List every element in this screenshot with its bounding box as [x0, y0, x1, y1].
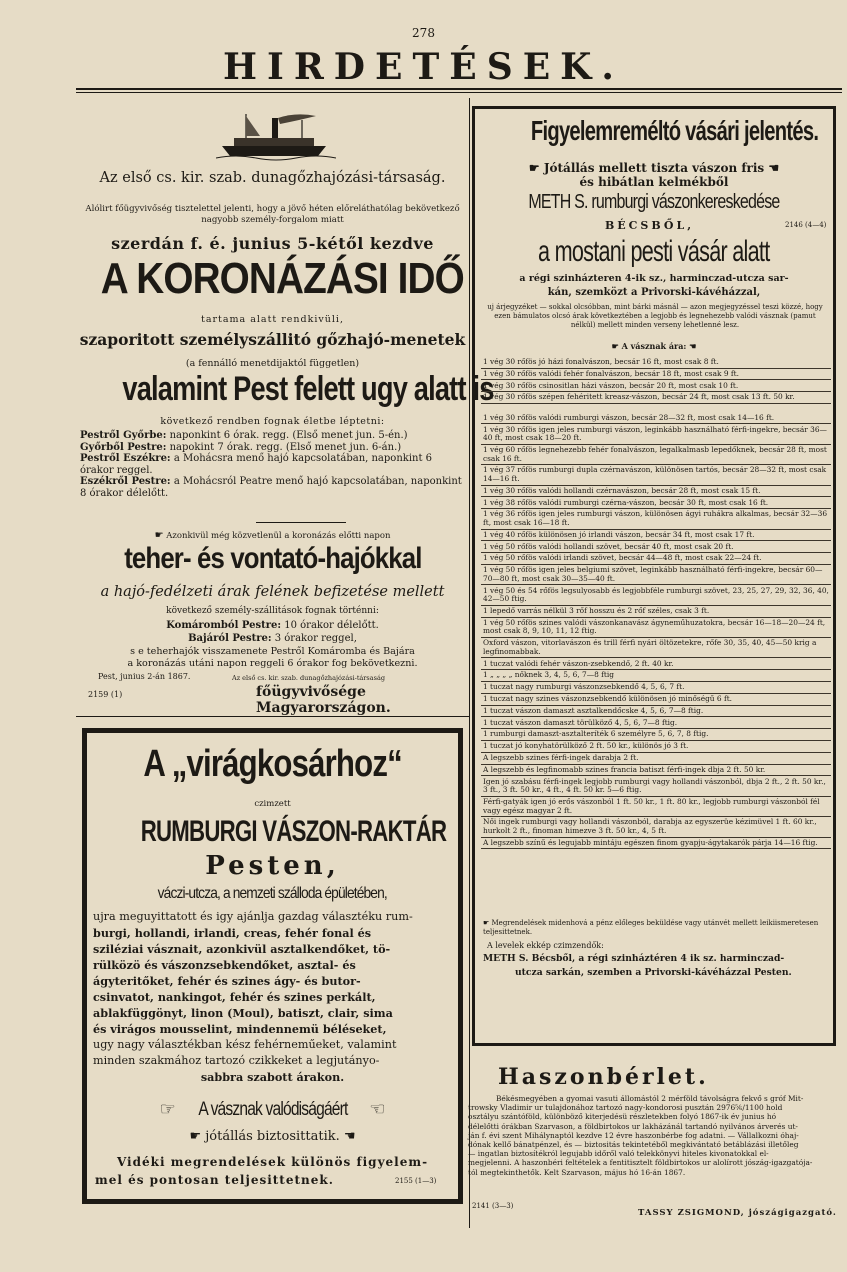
price-row: 1 vég 30 rőfös valódi hollandi czérnavászon, becsár 28 ft, most csak 15 ft.: [481, 486, 831, 498]
price-header: ☛ A vásznak ára: ☚: [611, 341, 697, 351]
fare-text: a hajó-fedélzeti árak felének befizetése mellett: [100, 584, 445, 600]
haszon-title: Haszonbérlet.: [498, 1064, 709, 1090]
price-row: 1 vég 30 rőfös csinositlan házi vászon, becsár 20 ft, most csak 10 ft.: [481, 381, 831, 393]
return-line-1: s e teherhajók visszamenete Pestről Komáromba és Bajára: [130, 646, 415, 657]
pointing-hand-left-icon: ☚: [689, 341, 697, 351]
intro-text: Alólirt főügyvivőség tisztelettel jelenti, hogy a jövő héten előreláthatólag bekövetkező nagyobb személy-forgalom miatt: [85, 204, 460, 225]
price-row: Igen jó szabásu férfi-ingek legjobb rumburgi vagy hollandi vászonból, dbja 2 ft., 2 ft. 50 kr., 3 ft., 3 ft. 50 kr., 4 ft., 4 ft. 50 kr. 5—6 ftig.: [481, 777, 831, 797]
company-name: Az első cs. kir. szab. dunagőzhajózási-társaság.: [99, 170, 446, 186]
price-row: 1 tuczat nagy rumburgi vászonzsebkendő 4, 5, 6, 7 ft.: [481, 682, 831, 694]
price-row: 1 vég 50 rőfös szines valódi vászonkanavász ágyneműhuzatokra, becsár 16—18—20—24 ft, most csak 8, 9, 10, 11, 12 ftig.: [481, 618, 831, 638]
firm-ref: 2146 (4—4): [785, 221, 827, 229]
right-description: uj árjegyzéket — sokkal olcsóbban, mint bárki másnál — azon megjegyzéssel teszi közzé, hogy ezen bámulatos olcsó árak következtében a legjobb és legnehezebb valódi vásznak (pamut nélkül) mellett minden verseny lehetlenné lesz.: [487, 303, 823, 329]
price-row: A legszebb szines férfi-ingek darabja 2 ft.: [481, 753, 831, 765]
steamship-advertisement: [76, 100, 494, 720]
masthead-title: HIRDETÉSEK.: [223, 46, 624, 88]
price-row: 1 vég 50 rőfös valódi hollandi szövet, becsár 40 ft, most csak 20 ft.: [481, 542, 831, 554]
section-divider: [256, 522, 346, 523]
price-row: 1 vég 30 rőfös valódi rumburgi vászon, becsár 28—32 ft, most csak 14—16 ft.: [481, 413, 831, 425]
virag-body-line: sabbra szabott árakon.: [200, 1070, 345, 1084]
place-date: Pest, junius 2-án 1867.: [98, 672, 191, 681]
headline-text: A KORONÁZÁSI IDŐ: [100, 254, 464, 303]
price-row: 1 vég 30 rőfös jó házi fonalvászon, becsár 16 ft, most csak 8 ft.: [481, 357, 831, 369]
independent-text: (a fennálló menetdijaktól független): [185, 358, 360, 369]
haszon-body-line: Békésmegyében a gyomai vasuti állomástól 2 mérföld távolságra fekvő s gróf Mit-: [496, 1094, 804, 1103]
pointing-hand-left-icon: ☚: [768, 161, 780, 175]
column-divider: [469, 98, 470, 1228]
haszon-body-line: trowsky Vladimir ur tulajdonához tartozó nagy-kondorosi pusztán 2976⅚/1100 hold: [468, 1103, 783, 1113]
pointing-hand-icon: ☞: [159, 1099, 176, 1120]
market-headline: a mostani pesti vásár alatt: [538, 235, 770, 268]
cargo-headline-text: teher- és vontató-hajókkal: [123, 542, 422, 575]
schedule-item: Pestről Győrbe: naponkint 6 órak. regg. (Első menet jun. 5-én.): [80, 430, 408, 441]
haszon-signer: TASSY ZSIGMOND, jószágigazgató.: [638, 1208, 837, 1218]
price-row: 1 vég 60 rőfös legnehezebb fehér fonalvászon, legalkalmasb lepedőknek, becsár 28 ft, most csak 16 ft.: [481, 445, 831, 465]
price-row: 1 tuczat vászon damaszt asztalkendőcske 4, 5, 6, 7—8 ftig.: [481, 706, 831, 718]
haszon-body-line: ján f. évi szent Mihálynaptól kezdve 12 évre haszonbérbe fog adatni. — Vállalkozni óhaj-: [468, 1130, 799, 1140]
pointing-hand-left-icon: ☚: [343, 1129, 356, 1144]
price-row: Oxford vászon, vitorlavászon és trill férfi nyári öltözetekre, rőfe 30, 35, 40, 45—50 krig a legfinomabbak.: [481, 638, 831, 658]
firm-city: BÉCSBŐL,: [605, 219, 695, 232]
besides-text: ☛ Azonkivül még közvetlenül a koronázás előtti napon: [154, 530, 391, 541]
return-line-2: a koronázás utáni napon reggeli 6 órakor fog bekövetkezni.: [127, 658, 418, 669]
virag-shop-name: RUMBURGI VÁSZON-RAKTÁR: [140, 815, 447, 848]
price-row: 1 tuczat nagy szines vászonzsebkendő különösen jó minőségű 6 ft.: [481, 694, 831, 706]
pest-above-line: [76, 370, 494, 409]
virag-authentic: ☞ A vásznak valódiságáért ☜: [159, 1099, 386, 1120]
virag-body-line: burgi, hollandi, irlandi, creas, fehér fonal és: [93, 926, 372, 940]
signer-small: Az első cs. kir. szab. dunagőzhajózási-társaság: [232, 674, 385, 682]
price-row: 1 tuczat jó konyhatörülköző 2 ft. 50 kr., különös jó 3 ft.: [481, 741, 831, 753]
steamship-illustration: [216, 110, 336, 162]
komarom-route: Komáromból Pestre: 10 órakor délelőtt.: [166, 620, 379, 631]
haszon-body: [468, 1094, 840, 1177]
steamers-line: szaporitott személyszállitó gőzhajó-menetek: [79, 330, 466, 349]
price-row: 1 vég 37 rőfös rumburgi dupla czérnavászon, különösen tartós, becsár 28—32 ft, most csak 14—16 ft.: [481, 465, 831, 485]
viragkosar-advertisement: [82, 728, 463, 1204]
signer: főügyvivősége Magyarországon.: [256, 684, 391, 716]
price-row: 1 vég 30 rőfös valódi fehér fonalvászon, becsár 18 ft, most csak 9 ft.: [481, 369, 831, 381]
firm-name: METH S. rumburgi vászonkereskedése: [528, 191, 780, 213]
date-line: szerdán f. é. junius 5-kétől kezdve: [111, 234, 434, 253]
virag-body-line: ujra meguyittatott és igy ajánlja gazdag választéku rum-: [93, 910, 413, 923]
haszon-ref: 2141 (3—3): [472, 1202, 514, 1210]
page-number: 278: [412, 26, 435, 40]
virag-city: Pesten,: [205, 851, 340, 881]
address-line-2: utcza sarkán, szemben a Privorski-kávéházzal Pesten.: [515, 967, 792, 978]
location-line-1: a régi szinházteren 4-ik sz., harminczad-utcza sar-: [519, 273, 789, 284]
virag-body: [93, 909, 452, 1085]
reference-number: 2159 (1): [88, 690, 123, 699]
haszon-body-line: — ingatlan biztosítékról legujabb időről való telekkönyvi hiteles kivonatokkal el-: [468, 1149, 769, 1159]
pest-above-text: valamint Pest felett ugy alatt is: [122, 370, 494, 408]
virag-title: A „virágkosárhoz“: [143, 743, 402, 785]
price-row: 1 rumburgi damaszt-asztalteríték 6 személyre 5, 6, 7, 8 ftig.: [481, 729, 831, 741]
location-line-2: kán, szemközt a Privorski-kávéházzal,: [547, 287, 761, 298]
pointing-hand-icon: ☛: [154, 530, 164, 541]
virag-body-line: ablakfüggönyt, linon (Moul), batiszt, clair, sima: [93, 1006, 393, 1020]
price-row: 1 vég 40 rőfös különösen jó irlandi vászon, becsár 34 ft, most csak 17 ft.: [481, 530, 831, 542]
price-row: 1 vég 30 rőfös igen jeles rumburgi vászon, leginkább használható férfi-ingekre, becsár 36—40 ft, most csak 18—20 ft.: [481, 425, 831, 445]
virag-subtitle: czimzett: [254, 799, 291, 809]
virag-guarantee: ☛ jótállás biztosittatik. ☚: [189, 1129, 356, 1144]
haszonberlet-advertisement: [468, 1060, 840, 1220]
koronazas-headline: [76, 254, 469, 304]
meth-advertisement: [472, 106, 836, 1046]
price-row: 1 vég 36 rőfös igen jeles rumburgi vászon, különösen ágyi ruhákra alkalmas, becsár 32—36 ft, most csak 16—18 ft.: [481, 509, 831, 529]
guarantee-line-2: és hibátlan kelmékből: [579, 175, 729, 189]
pointing-hand-icon: ☛: [528, 161, 540, 175]
virag-body-line: csinvatot, nankingot, fehér és szines perkált,: [93, 990, 376, 1004]
schedule-item: Győrből Pestre: napokint 7 órak. regg. (Első menet jun. 6-án.): [80, 441, 402, 453]
pointing-hand-icon: ☛: [483, 919, 490, 927]
price-row: 1 lepedő varrás nélkül 3 rőf hosszu és 2 rőf széles, csak 3 ft.: [481, 606, 831, 618]
virag-body-line: minden szakmához tartozó czikkeket a legjutányo-: [93, 1054, 380, 1067]
price-row: A legszebb és legfinomabb szines francia batiszt férfi-ingek dbja 2 ft. 50 kr.: [481, 765, 831, 777]
haszon-body-line: megjelenni. A haszonbéri feltételek a fentitisztelt földbirtokos ur alolírott jószág-igazgatója-: [468, 1158, 813, 1168]
virag-body-line: ágyteritőket, fehér és szines ágy- és butor-: [93, 974, 361, 988]
virag-body-line: és virágos mousselint, mindennemü béléseket,: [93, 1022, 387, 1036]
left-bottom-rule: [76, 716, 469, 717]
following-text: következő rendben fognak életbe léptetni:: [160, 416, 385, 427]
price-row: 1 vég 50 rőfös valódi irlandi szövet, becsár 44—48 ft, most csak 22—24 ft.: [481, 553, 831, 565]
price-row: 1 vég 50 rőfös igen jeles belgiumi szövet, leginkább használható férfi-ingekre, becsár 60—70—80 ft, most csak 30—35—40 ft.: [481, 565, 831, 585]
masthead-rule: [76, 88, 842, 90]
price-row: 1 vég 38 rőfös valódi rumburgi czérna-vászon, becsár 30 ft, most csak 16 ft.: [481, 498, 831, 510]
orders-text: ☛ Megrendelések midenhová a pénz előleges beküldése vagy utánvét mellett leikiismeretesen teljesittetnek.: [483, 919, 819, 936]
pointing-hand-icon: ☛: [611, 341, 619, 351]
cargo-headline: [76, 542, 469, 576]
virag-body-line: sziléziai vásznait, azonkivül asztalkendőket, tö-: [93, 942, 391, 956]
haszon-body-line: dónak kellő bánatpénzel, és — biztositás tekintetéből megkivántató betáblázási illetőleg: [468, 1140, 799, 1150]
price-row: 1 vég 50 és 54 rőfös legsulyosabb és legjobbféle rumburgi szövet, 23, 25, 27, 29, 32, 36, 40, 42—50 ftig.: [481, 586, 831, 606]
address-line-1: METH S. Bécsből, a régi szinháztéren 4 ik sz. harminczad-: [483, 953, 785, 964]
price-row: Női ingek rumburgi vagy hollandi vászonból, darabja az egyszerüe kézimüvel 1 ft. 60 kr., hurkolt 2 ft., finoman himezve 3 ft. 50 kr., 4, 5 ft.: [481, 817, 831, 837]
right-title: Figyelemreméltó vásári jelentés.: [530, 115, 819, 146]
virag-rural-2: mel és pontosan teljesittetnek.: [95, 1173, 334, 1187]
haszon-body-line: tól megtekinthetők. Kelt Szarvason, május hó 16-án 1867.: [468, 1167, 686, 1177]
virag-body-line: rülközö és vászonzsebkendőket, asztal- és: [93, 958, 356, 972]
haszon-body-line: osztályu szántóföld, különböző kiterjedésü részletekben folyó 1867-ik év junius hó: [468, 1112, 777, 1122]
virag-address: váczi-utcza, a nemzeti szálloda épületében,: [157, 885, 388, 902]
schedule-item: Pestről Eszékre: a Mohácsra menő hajó kapcsolatában, naponkint 6 órakor reggel.: [80, 453, 433, 476]
pointing-hand-icon: ☛: [189, 1129, 202, 1144]
schedule-list: [80, 430, 468, 500]
price-row: 1 vég 30 rőfös szépen fehéritett kreasz-vászon, becsár 24 ft, most csak 13 ft. 50 kr.: [481, 392, 831, 404]
virag-body-line: ugy nagy választékban kész fehérneműeket, valamint: [93, 1038, 397, 1051]
price-row: 1 tuczat valódi fehér vászon-zsebkendő, 2 ft. 40 kr.: [481, 659, 831, 671]
price-row: A legszebb színű és legujabb mintáju egészen finom gyapju-ágytakarók párja 14—16 ftig.: [481, 838, 831, 850]
virag-ref: 2155 (1—3): [395, 1177, 437, 1185]
baja-route: Bajáról Pestre: 3 órakor reggel,: [188, 633, 357, 644]
guarantee-line-1: ☛ Jótállás mellett tiszta vászon fris ☚: [528, 161, 780, 175]
masthead-rule-thin: [76, 92, 842, 93]
price-row: 1 „ „ „ „ nőknek 3, 4, 5, 6, 7—8 ftig: [481, 670, 831, 682]
duration-text: tartama alatt rendkivüli,: [201, 314, 344, 325]
price-row: 1 tuczat vászon damaszt törülköző 4, 5, 6, 7—8 ftig.: [481, 718, 831, 730]
haszon-body-line: délelőtti órákban Szarvason, a földbirtokos ur lakházánál tartandó nyilvános árverés ut-: [468, 1121, 798, 1131]
price-row: Férfi-gatyák igen jó erős vászonból 1 ft. 50 kr., 1 ft. 80 kr., legjobb rumburgi vászonból fél vagy egész magyar 2 ft.: [481, 797, 831, 817]
schedule-item: Eszékről Pestre: a Mohácsról Peatre menő hajó kapcsolatában, naponkint 8 órakor délelőtt.: [80, 476, 462, 499]
following2-text: következő személy-szállitások fognak történni:: [166, 606, 379, 616]
address-label: A levelek ekkép czimzendők:: [487, 941, 604, 950]
virag-rural-1: Vidéki megrendelések különös figyelem-: [116, 1155, 429, 1169]
pointing-hand-left-icon: ☜: [369, 1099, 386, 1120]
